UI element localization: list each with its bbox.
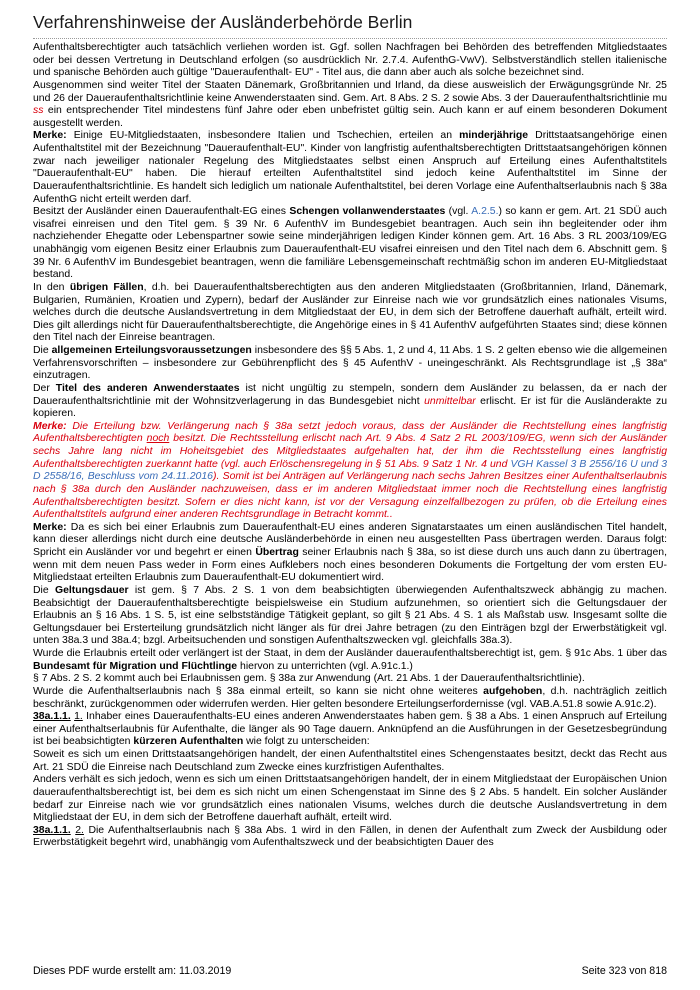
- paragraph-merke-uebertrag: Merke: Da es sich bei einer Erlaubnis zum Daueraufenthalt-EU eines anderen Signatarstaates um einen ausländischen Titel handelt, kann dieser allerdings nicht durch eine deutsche Ausländerbehörde in einen neu ausgestellten Pass übertragen werden. Daraus folgt: Spricht ein Ausländer vor und begehrt er einen Übertrag seiner Erlaubnis nach § 38a, so ist diese durch uns auch dann zu übertragen, wenn mit dem neuen Pass weder in Form eines Aufklebers noch eines besonderen Dokuments die Fortgeltung der vom ersten EU-Mitgliedstaat erteilten Erlaubnis zum Daueraufenthalt-EU dokumentiert wird.: [33, 521, 668, 584]
- creation-date: Dieses PDF wurde erstellt am: 11.03.2019: [33, 965, 232, 977]
- page-title: Verfahrenshinweise der Ausländerbehörde Berlin: [33, 12, 413, 32]
- paragraph-schengen-kurzaufenthalt: Soweit es sich um einen Drittstaatsangehörigen handelt, der einen Aufenthaltstitel eines Schengenstaates besitzt, deckt das Recht aus Art. 21 SDÜ die Einreise nach Deutschland zum Zwecke eines kurzfristigen Aufenthaltes.: [33, 749, 667, 773]
- document-body: [33, 42, 667, 850]
- paragraph-unterrichtung: Wurde die Erlaubnis erteilt oder verlängert ist der Staat, in dem der Ausländer daueraufenthaltsberechtigt ist, gem. § 91c Abs. 1 über das Bundesamt für Migration und Flüchtlinge hiervon zu unterrichten (vgl. A.91c.1.): [33, 648, 667, 672]
- section-number: 38a.1.1.: [33, 824, 71, 836]
- section-38a-1-1-1: 38a.1.1. 1. Inhaber eines Daueraufenthalts-EU eines anderen Anwenderstaates haben gem. § 38 a Abs. 1 einen Anspruch auf Erteilung einer Aufenthaltserlaubnis für Aufenthalte, die länger als 90 Tage dauern. Anknüpfend an die Ausführungen in der Gesetzesbegründung ist bei beabsichtigten kürzeren Aufenthalten wie folgt zu unterscheiden:: [33, 711, 667, 748]
- merke-label: Merke:: [33, 130, 67, 142]
- link-vgh-kassel[interactable]: VGH Kassel 3 B 2556/16 U und 3 D 2558/16, Beschluss vom 24.11.2016: [33, 458, 667, 483]
- paragraph-nicht-schengen: Anders verhält es sich jedoch, wenn es sich um einen Drittstaatsangehörigen handelt, der in einem Mitgliedstaat der Europäischen Union daueraufenthaltsberechtigt ist, bei dem es sich nicht um einen Schengenstaat im Sinne des § 2 Abs. 5 handelt. Ein solcher Ausländer bedarf zur Einreise nach wie vor grundsätzlich eines nationalen Visums, welches durch die deutsche Auslandsvertretung in dem Mitgliedstaat der EU, in dem sich der Betroffene dauerhaft aufhält, erteilt wird.: [33, 774, 667, 824]
- paragraph-uebrige-faelle: In den übrigen Fällen, d.h. bei Daueraufenthaltsberechtigten aus den anderen Mitgliedstaaten (Großbritannien, Irland, Dänemark, Bulgarien, Rumänien, Kroatien und Zypern), bedarf der Ausländer zur Einreise nach wie vor grundsätzlich eines nationales Visums, welches durch die deutsche Auslandsvertretung in dem Mitgliedstaat der EU, in dem sich der Betroffene dauerhaft aufhält, erteilt wird. Dies gilt allerdings nicht für Daueraufenthaltsberechtigte, die Angehörige eines in § 41 AufenthV aufgeführten Staates sind; diese können den Titel nach der Einreise beantragen.: [33, 281, 667, 344]
- link-a-2-5[interactable]: A.2.5.: [471, 206, 499, 218]
- merke-label: Merke:: [33, 521, 67, 533]
- paragraph-titel-anwenderstaat: Der Titel des anderen Anwenderstaates ist nicht ungültig zu stempeln, sondern dem Ausländer zu belassen, da er nach der Daueraufenthaltsrichtlinie mit der Wohnsitzverlagerung in das Bundesgebiet nicht unmittelbar erlischt. Er ist für die Ausländerakte zu kopieren.: [33, 382, 668, 420]
- paragraph-schengen: Besitzt der Ausländer einen Daueraufenthalt-EG eines Schengen vollanwenderstaates (vgl. A.2.5.) so kann er gem. Art. 21 SDÜ auch visafrei einreisen und den Titel gem. § 39 Nr. 6 AufenthV im Bundesgebiet beantragen. Auch sein ihn begleitender oder ihm nachziehender Ehegatte oder Lebenspartner sowie seine minderjährigen ledigen Kinder können gem. Art. 16 Abs. 3 RL 2003/109/EG unabhängig vom eigenen Besitz einer Erlaubnis zum Daueraufenthalt-EU visafrei einreisen und den Titel nach dem 6. Abschnitt gem. § 39 Nr. 6 AufenthV im Bundesgebiet beantragen, wenn die familiäre Lebensgemeinschaft rechtmäßig schon im anderen EU-Mitgliedstaat bestand.: [33, 206, 667, 281]
- paragraph-geltungsdauer: Die Geltungsdauer ist gem. § 7 Abs. 2 S. 1 von dem beabsichtigten überwiegenden Aufenthaltszweck abhängig zu machen. Beabsichtigt der Daueraufenthaltsberechtigte beispielsweise ein Studium aufzunehmen, so orientiert sich die Geltungsdauer der Erlaubnis an § 16 Abs. 1 S. 5, ist eine selbstständige Tätigkeit geplant, so gilt § 21 Abs. 4 S. 1 als Maßstab usw. Insgesamt sollte die Geltungsdauer bei Ersterteilung grundsätzlich nicht länger als für drei Jahre betragen (zu den Einträgen bzgl der Erwerbstätigkeit vgl. unten 38a.3 und 38a.4; bzgl. Arbeitsuchenden und sonstigen Aufenthaltszwecken vgl. gleichfalls 38a.3).: [33, 584, 667, 647]
- section-number: 38a.1.1.: [33, 711, 71, 723]
- typo-highlight: ss: [33, 105, 44, 117]
- merke-label: Merke:: [33, 420, 67, 432]
- paragraph-aufhebung: Wurde die Aufenthaltserlaubnis nach § 38a einmal erteilt, so kann sie nicht ohne weiteres aufgehoben, d.h. nachträglich zeitlich beschränkt, zurückgenommen oder widerrufen werden. Hier gelten besondere Erteilungserfordernisse (vgl. VAB.A.51.8 sowie A.91c.2).: [33, 685, 667, 710]
- page-header: [33, 12, 667, 39]
- paragraph-par7: § 7 Abs. 2 S. 2 kommt auch bei Erlaubnissen gem. § 38a zur Anwendung (Art. 21 Abs. 1 der Daueraufenthaltsrichtlinie).: [33, 673, 585, 685]
- page-number: Seite 323 von 818: [581, 965, 667, 977]
- section-38a-1-1-2: 38a.1.1. 2. Die Aufenthaltserlaubnis nach § 38a Abs. 1 wird in den Fällen, in denen der Aufenthalt zum Zweck der Ausbildung oder Erwerbstätigkeit begehrt wird, unabhängig vom Aufenthaltszweck und der beabsichtigten Dauer des: [33, 824, 667, 849]
- paragraph-merke-verlaengerung: Merke: Die Erteilung bzw. Verlängerung nach § 38a setzt jedoch voraus, dass der Ausländer die Rechtstellung eines langfristig Aufenthaltsberechtigten noch besitzt. Die Rechtsstellung erlischt nach Art. 9 Abs. 4 Satz 2 RL 2003/109/EG, wenn sich der Ausländer sechs Jahre lang nicht im Hoheitsgebiet des Mitgliedstaates aufgehalten hat, der ihm die Rechtsstellung eines langfristig Aufenthaltsberechtigten zuerkannt hatte (vgl. auch Erlöschensregelung in § 51 Abs. 9 Satz 1 Nr. 4 und VGH Kassel 3 B 2556/16 U und 3 D 2558/16, Beschluss vom 24.11.2016). Somit ist bei Anträgen auf Verlängerung nach sechs Jahren Besitzes einer Aufenthaltserlaubnis nach § 38a durch den Ausländer nachzuweisen, dass er im anderen Mitgliedstaat immer noch die Rechtstellung eines langfristig Aufenthaltsberechtigten besitzt. Sofern er dies nicht kann, ist vor der Versagung einzelfallbezogen zu prüfen, ob die Erteilung eines Aufenthaltstitels aufgrund einer anderen Rechtsgrundlage in Betracht kommt..: [33, 420, 667, 521]
- paragraph-erteilungsvoraussetzungen: Die allgemeinen Erteilungsvoraussetzungen insbesondere des §§ 5 Abs. 1, 2 und 4, 11 Abs. 1 S. 2 gelten ebenso wie die allgemeinen Verfahrensvorschriften – insbesondere zur Gebührenpflicht des § 45 AufenthV - uneingeschränkt. Als Rechtsgrundlage ist „§ 38a“ einzutragen.: [33, 345, 668, 382]
- page-footer: [33, 965, 667, 977]
- paragraph-titel-hinweis: Aufenthaltsberechtigter auch tatsächlich verliehen worden ist. Ggf. sollen Nachfragen bei Behörden des betreffenden Mitgliedstaates oder bei dessen Vertretung in Deutschland erfolgen (so ausdrücklich Nr. 2.7.4. AufenthG-VwV). Selbstverständlich stellen italienische und spanische Behörden auch gültige "Daueraufenthalt- EU" - Titel aus, die dann aber auch als solche bezeichnet sind.: [33, 42, 667, 79]
- paragraph-ausgenommene-staaten: Ausgenommen sind weiter Titel der Staaten Dänemark, Großbritannien und Irland, da diese ausweislich der Erwägungsgründe Nr. 25 und 26 der Daueraufenthaltsrichtlinie keine Anwenderstaaten sind. Gem. Art. 8 Abs. 2 S. 2 sowie Abs. 3 der Daueraufenthaltsrichtlinie mu ss ein entsprechender Titel mindestens fünf Jahre oder eben unbefristet gültig sein. Auch kann er auf einem besonderen Dokument ausgestellt werden.: [33, 79, 667, 129]
- paragraph-merke-minderjaehrige: Merke: Einige EU-Mitgliedstaaten, insbesondere Italien und Tschechien, erteilen an minderjährige Drittstaatsangehörige einen Aufenthaltstitel mit der Bezeichnung "Daueraufenthalt-EU". Kinder von langfristig aufenthaltsberechtigten Drittstaatsangehörigen können zwar nach jeweiliger nationaler Regelung des Mitgliedstaates selbst einen Anspruch auf Erteilung eines Aufenthaltstitels "Daueraufenthalt-EU" haben. Die hierauf erteilten Aufenthaltstitel sind jedoch keine Aufenthaltstitel im Sinne der Daueraufenthaltsrichtlinie. Es handelt sich lediglich um nationale Aufenthaltstitel, bei deren Vorlage eine Aufenthaltserlaubnis nach § 38a AufenthG nicht erteilt werden darf.: [33, 130, 667, 205]
